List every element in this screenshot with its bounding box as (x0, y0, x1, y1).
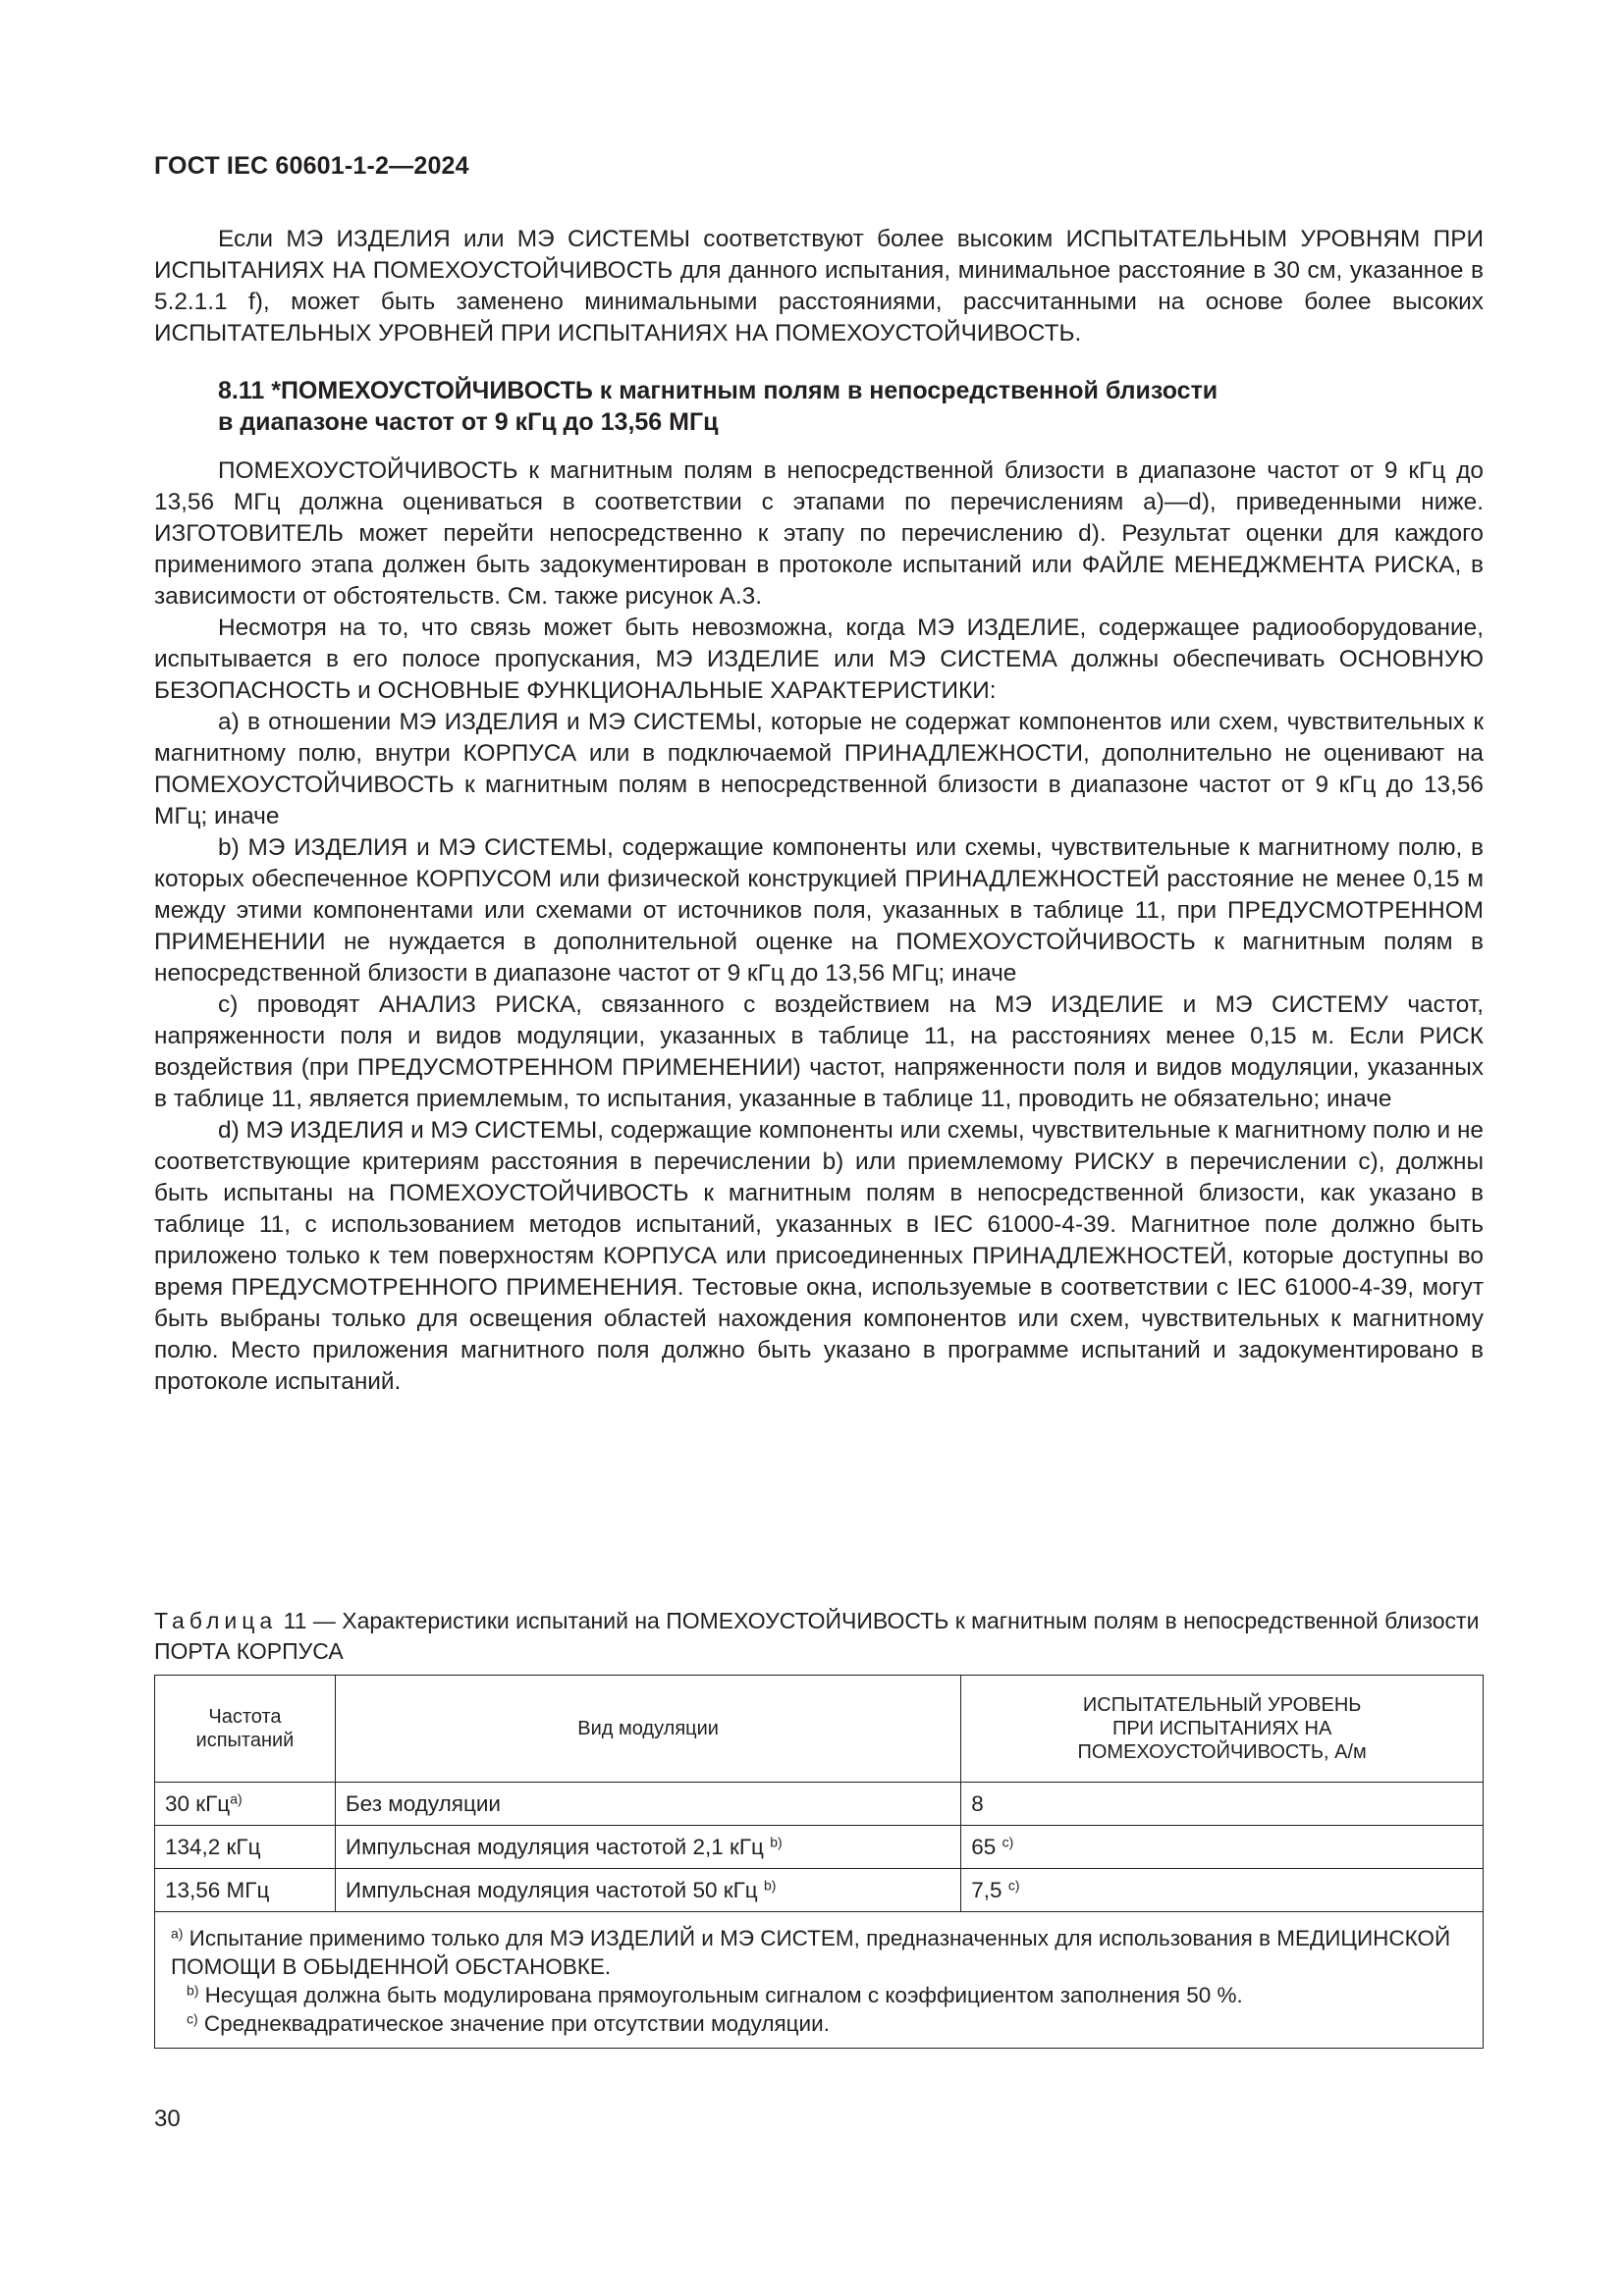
note-text: Среднеквадратическое значение при отсутствии модуляции. (203, 2011, 830, 2036)
list-item-a: a) в отношении МЭ ИЗДЕЛИЯ и МЭ СИСТЕМЫ, которые не содержат компонентов или схем, чувствительных к магнитному полю, внутри КОРПУСА или в подключаемой ПРИНАДЛЕЖНОСТИ, дополнительно не оценивают на ПОМЕХОУСТОЙЧИВОСТЬ к магнитным полям в непосредственной близости в диапазоне частот от 9 кГц до 13,56 МГц; иначе (154, 709, 1484, 829)
document-body (154, 224, 1484, 1398)
cell-modulation (335, 1783, 960, 1826)
document-header: ГОСТ IEC 60601-1-2—2024 (154, 152, 469, 180)
cell-frequency (155, 1783, 336, 1826)
cell-modulation (335, 1826, 960, 1869)
table-row (155, 1869, 1484, 1912)
header-level-line-3: ПОМЕХОУСТОЙЧИВОСТЬ, А/м (1077, 1741, 1367, 1763)
table-note (171, 1924, 1467, 1981)
level-value: 7,5 (971, 1877, 1002, 1902)
footnote-mark: c) (187, 2010, 198, 2027)
list-item-c: c) проводят АНАЛИЗ РИСКА, связанного с воздействием на МЭ ИЗДЕЛИЕ и МЭ СИСТЕМУ частот, напряженности поля и видов модуляции, указанных в таблице 11, на расстояниях менее 0,15 м. Если РИСК воздействия (при ПРЕДУСМОТРЕННОМ ПРИМЕНЕНИИ) частот, напряженности поля и видов модуляции, указанных в таблице 11, является приемлемым, то испытания, указанные в таблице 11, проводить не обязательно; иначе (154, 991, 1484, 1112)
cell-frequency (155, 1826, 336, 1869)
section-title (218, 375, 1416, 438)
header-frequency-line-2: испытаний (195, 1730, 295, 1751)
table-caption-text: 11 — Характеристики испытаний на ПОМЕХОУСТОЙЧИВОСТЬ к магнитным полям в непосредственной близости ПОРТА КОРПУСА (154, 1608, 1480, 1664)
frequency-value: 13,56 МГц (165, 1877, 270, 1902)
table-note (171, 1981, 1467, 2009)
footnote-mark: а) (171, 1925, 184, 1942)
list-item-b: b) МЭ ИЗДЕЛИЯ и МЭ СИСТЕМЫ, содержащие компоненты или схемы, чувствительные к магнитному полю, в которых обеспеченное КОРПУСОМ или физической конструкцией ПРИНАДЛЕЖНОСТЕЙ расстояние не менее 0,15 м между этими компонентами или схемами от источников поля, указанных в таблице 11, при ПРЕДУСМОТРЕННОМ ПРИМЕНЕНИИ не нуждается в дополнительной оценке на ПОМЕХОУСТОЙЧИВОСТЬ к магнитным полям в непосредственной близости в диапазоне частот от 9 кГц до 13,56 МГц; иначе (154, 834, 1484, 987)
modulation-value: Без модуляции (345, 1790, 501, 1816)
list-item-d: d) МЭ ИЗДЕЛИЯ и МЭ СИСТЕМЫ, содержащие компоненты или схемы, чувствительные к магнитному полю и не соответствующие критериям расстояния в перечислении b) или приемлемому РИСКУ в перечислении c), должны быть испытаны на ПОМЕХОУСТОЙЧИВОСТЬ к магнитным полям в непосредственной близости, как указано в таблице 11, с использованием методов испытаний, указанных в IEC 61000-4-39. Магнитное поле должно быть приложено только к тем поверхностям КОРПУСА или присоединенных ПРИНАДЛЕЖНОСТЕЙ, которые доступны во время ПРЕДУСМОТРЕННОГО ПРИМЕНЕНИЯ. Тестовые окна, используемые в соответствии с IEC 61000-4-39, могут быть выбраны только для освещения областей нахождения компонентов или схем, чувствительных к магнитному полю. Место приложения магнитного поля должно быть указано в программе испытаний и задокументировано в протоколе испытаний. (154, 1117, 1484, 1395)
frequency-value: 30 кГц (165, 1790, 231, 1816)
table-notes (155, 1912, 1484, 2049)
section-paragraph: ПОМЕХОУСТОЙЧИВОСТЬ к магнитным полям в непосредственной близости в диапазоне частот от 9 кГц до 13,56 МГц должна оцениваться в соответствии с этапами по перечислениям a)—d), приведенными ниже. ИЗГОТОВИТЕЛЬ может перейти непосредственно к этапу по перечислению d). Результат оценки для каждого применимого этапа должен быть задокументирован в протоколе испытаний или ФАЙЛЕ МЕНЕДЖМЕНТА РИСКА, в зависимости от обстоятельств. См. также рисунок А.3. (154, 457, 1484, 610)
footnote-mark: b) (187, 1982, 199, 1999)
header-level-line-2: ПРИ ИСПЫТАНИЯХ НА (1111, 1718, 1332, 1739)
frequency-value: 134,2 кГц (165, 1834, 261, 1859)
footnote-mark: c) (1007, 1876, 1020, 1893)
cell-modulation (335, 1869, 960, 1912)
cell-level (961, 1869, 1484, 1912)
table-notes-row (155, 1912, 1484, 2049)
cell-frequency (155, 1869, 336, 1912)
table-note (171, 2009, 1467, 2038)
header-modulation: Вид модуляции (335, 1676, 960, 1783)
footnote-mark: а) (230, 1789, 243, 1806)
table-caption-label: Таблица (154, 1608, 278, 1633)
header-level-line-1: ИСПЫТАТЕЛЬНЫЙ УРОВЕНЬ (1082, 1694, 1362, 1716)
intro-paragraph: Если МЭ ИЗДЕЛИЯ или МЭ СИСТЕМЫ соответствуют более высоким ИСПЫТАТЕЛЬНЫМ УРОВНЯМ ПРИ ИСПЫТАНИЯХ НА ПОМЕХОУСТОЙЧИВОСТЬ для данного испытания, минимальное расстояние в 30 см, указанное в 5.2.1.1 f), может быть заменено минимальными расстояниями, рассчитанными на основе более высоких ИСПЫТАТЕЛЬНЫХ УРОВНЕЙ ПРИ ИСПЫТАНИЯХ НА ПОМЕХОУСТОЙЧИВОСТЬ. (154, 226, 1484, 347)
level-value: 65 (971, 1834, 997, 1859)
cell-level (961, 1783, 1484, 1826)
footnote-mark: c) (1001, 1833, 1014, 1849)
section-title-line-1: 8.11 *ПОМЕХОУСТОЙЧИВОСТЬ к магнитным полям в непосредственной близости (218, 377, 1218, 404)
header-frequency (155, 1676, 336, 1783)
level-value: 8 (971, 1790, 984, 1816)
footnote-mark: b) (770, 1833, 783, 1849)
table-caption (154, 1606, 1484, 1667)
section-title-line-2: в диапазоне частот от 9 кГц до 13,56 МГц (218, 408, 719, 436)
footnote-mark: b) (763, 1876, 777, 1893)
table-row (155, 1826, 1484, 1869)
table-11 (154, 1675, 1484, 2049)
table-header-row (155, 1676, 1484, 1783)
cell-level (961, 1826, 1484, 1869)
page-number: 30 (154, 2106, 181, 2132)
modulation-value: Импульсная модуляция частотой 50 кГц (345, 1877, 758, 1902)
table-row (155, 1783, 1484, 1826)
modulation-value: Импульсная модуляция частотой 2,1 кГц (345, 1834, 764, 1859)
header-frequency-line-1: Частота (208, 1706, 282, 1728)
note-text: Несущая должна быть модулирована прямоугольным сигналом с коэффициентом заполнения 50 %. (204, 1983, 1243, 2007)
header-test-level (961, 1676, 1484, 1783)
section-paragraph: Несмотря на то, что связь может быть невозможна, когда МЭ ИЗДЕЛИЕ, содержащее радиооборудование, испытывается в его полосе пропускания, МЭ ИЗДЕЛИЕ или МЭ СИСТЕМА должны обеспечивать ОСНОВНУЮ БЕЗОПАСНОСТЬ и ОСНОВНЫЕ ФУНКЦИОНАЛЬНЫЕ ХАРАКТЕРИСТИКИ: (154, 614, 1484, 704)
note-text: Испытание применимо только для МЭ ИЗДЕЛИЙ и МЭ СИСТЕМ, предназначенных для использования в МЕДИЦИНСКОЙ ПОМОЩИ В ОБЫДЕННОЙ ОБСТАНОВКЕ. (171, 1926, 1451, 1979)
